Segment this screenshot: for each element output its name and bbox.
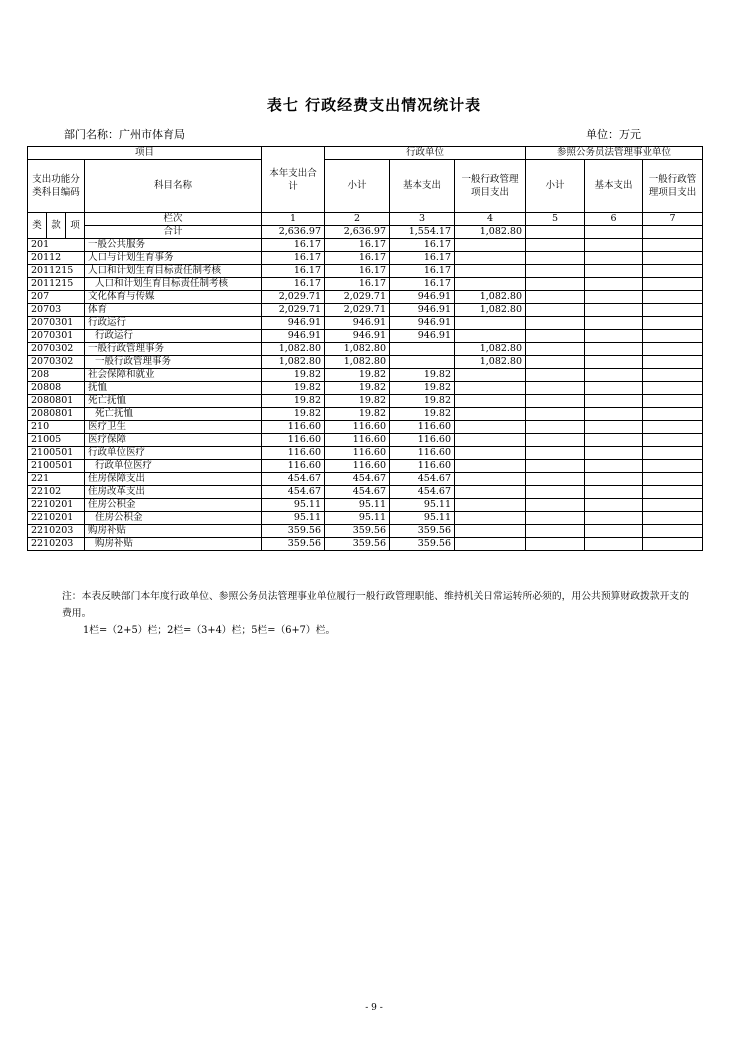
- row-value: [585, 304, 643, 317]
- row-value: [643, 499, 703, 512]
- table-row: [28, 486, 703, 499]
- row-value: 116.60: [325, 434, 390, 447]
- table-row: [28, 369, 703, 382]
- table-row: [28, 356, 703, 369]
- expense-table: [27, 146, 703, 551]
- row-value: 19.82: [325, 382, 390, 395]
- row-value: 1,082.80: [455, 304, 526, 317]
- row-value: [455, 447, 526, 460]
- row-value: [526, 499, 585, 512]
- table-row: [28, 460, 703, 473]
- col-num: 5: [526, 213, 585, 226]
- row-value: 95.11: [262, 499, 325, 512]
- sum-row: [28, 226, 703, 239]
- header-item: 项目: [28, 147, 262, 160]
- row-value: 1,082.80: [455, 343, 526, 356]
- header-subject-name: 科目名称: [85, 160, 262, 213]
- row-value: 16.17: [262, 239, 325, 252]
- sum-value: 1,554.17: [390, 226, 455, 239]
- row-value: [585, 369, 643, 382]
- row-subject-name: 一般公共服务: [85, 239, 262, 252]
- row-subject-name: 抚恤: [85, 382, 262, 395]
- row-value: 16.17: [325, 252, 390, 265]
- row-value: [585, 252, 643, 265]
- row-value: 946.91: [262, 317, 325, 330]
- row-value: [643, 512, 703, 525]
- row-value: 16.17: [390, 252, 455, 265]
- table-row: [28, 395, 703, 408]
- row-value: 19.82: [262, 408, 325, 421]
- row-subject-name: 医疗卫生: [85, 421, 262, 434]
- row-value: [585, 434, 643, 447]
- header-subtotal-2: 小计: [526, 160, 585, 213]
- row-value: 95.11: [390, 512, 455, 525]
- table-row: [28, 421, 703, 434]
- row-value: 19.82: [390, 369, 455, 382]
- row-value: 946.91: [390, 317, 455, 330]
- footnote-line-1: 注：本表反映部门本年度行政单位、参照公务员法管理事业单位履行一般行政管理职能、维持机关日常运转所必须的，用公共预算财政拨款开支的费用。: [62, 591, 689, 619]
- sum-value: 2,636.97: [325, 226, 390, 239]
- row-value: 454.67: [390, 473, 455, 486]
- row-subject-name: 行政运行: [85, 317, 262, 330]
- row-subject-name: 住房公积金: [85, 499, 262, 512]
- row-value: [585, 486, 643, 499]
- row-value: 116.60: [325, 447, 390, 460]
- row-value: 95.11: [325, 512, 390, 525]
- row-value: [455, 525, 526, 538]
- row-code: 2210203: [28, 538, 85, 551]
- row-value: 454.67: [325, 473, 390, 486]
- row-subject-name: 住房改革支出: [85, 486, 262, 499]
- row-value: [455, 265, 526, 278]
- row-value: [390, 356, 455, 369]
- row-code: 2210201: [28, 499, 85, 512]
- row-value: [643, 486, 703, 499]
- row-code: 201: [28, 239, 85, 252]
- row-value: [643, 434, 703, 447]
- row-value: [455, 278, 526, 291]
- row-subject-name: 社会保障和就业: [85, 369, 262, 382]
- row-value: 2,029.71: [325, 291, 390, 304]
- row-value: [526, 486, 585, 499]
- row-code: 2011215: [28, 278, 85, 291]
- row-code: 2100501: [28, 460, 85, 473]
- col-num: 7: [643, 213, 703, 226]
- row-value: 16.17: [325, 239, 390, 252]
- row-value: [585, 408, 643, 421]
- row-code: 2100501: [28, 447, 85, 460]
- row-value: [526, 382, 585, 395]
- row-code: 20808: [28, 382, 85, 395]
- row-code: 210: [28, 421, 85, 434]
- header-total-year: 本年支出合计: [262, 147, 325, 213]
- row-value: [455, 252, 526, 265]
- row-value: [455, 499, 526, 512]
- document-title: 表七 行政经费支出情况统计表: [266, 96, 482, 114]
- row-code: 2210203: [28, 525, 85, 538]
- row-subject-name: 行政单位医疗: [85, 460, 262, 473]
- row-value: 2,029.71: [262, 304, 325, 317]
- row-value: 1,082.80: [455, 291, 526, 304]
- sum-value: 1,082.80: [455, 226, 526, 239]
- row-value: 19.82: [262, 369, 325, 382]
- table-row: [28, 525, 703, 538]
- row-value: [585, 447, 643, 460]
- row-value: [526, 356, 585, 369]
- row-value: 1,082.80: [325, 343, 390, 356]
- row-value: [585, 291, 643, 304]
- row-subject-name: 住房保障支出: [85, 473, 262, 486]
- row-value: [643, 473, 703, 486]
- row-subject-name: 一般行政管理事务: [85, 356, 262, 369]
- row-value: 116.60: [390, 434, 455, 447]
- row-value: [643, 317, 703, 330]
- row-value: [643, 356, 703, 369]
- row-value: 19.82: [390, 408, 455, 421]
- footnote: [62, 588, 692, 639]
- row-value: [643, 330, 703, 343]
- row-value: 2,029.71: [262, 291, 325, 304]
- row-value: [643, 408, 703, 421]
- row-value: [585, 317, 643, 330]
- row-value: 359.56: [390, 525, 455, 538]
- row-code: 2070302: [28, 356, 85, 369]
- department-label: 部门名称：广州市体育局: [64, 128, 185, 141]
- footnote-line-2: 1栏=（2+5）栏；2栏=（3+4）栏；5栏=（6+7）栏。: [83, 625, 336, 636]
- row-value: [643, 538, 703, 551]
- row-value: [455, 330, 526, 343]
- row-subject-name: 一般行政管理事务: [85, 343, 262, 356]
- row-value: 16.17: [390, 239, 455, 252]
- sum-label: 合计: [85, 226, 262, 239]
- row-value: 359.56: [262, 525, 325, 538]
- column-index-row: [28, 213, 703, 226]
- row-value: [526, 408, 585, 421]
- row-value: 1,082.80: [325, 356, 390, 369]
- row-value: 95.11: [390, 499, 455, 512]
- row-value: [526, 265, 585, 278]
- col-num: 3: [390, 213, 455, 226]
- row-value: [526, 291, 585, 304]
- row-value: 359.56: [325, 525, 390, 538]
- row-value: [526, 304, 585, 317]
- row-value: 19.82: [390, 382, 455, 395]
- header-basic: 基本支出: [390, 160, 455, 213]
- row-value: [585, 538, 643, 551]
- row-value: 2,029.71: [325, 304, 390, 317]
- row-value: 359.56: [262, 538, 325, 551]
- sum-value: [526, 226, 585, 239]
- row-value: [585, 356, 643, 369]
- row-value: [585, 421, 643, 434]
- row-value: 116.60: [390, 460, 455, 473]
- header-general-admin-2: 一般行政管理项目支出: [643, 160, 703, 213]
- row-value: [455, 369, 526, 382]
- row-value: [455, 382, 526, 395]
- row-value: [526, 252, 585, 265]
- row-value: [643, 382, 703, 395]
- table-row: [28, 408, 703, 421]
- header-general-admin: 一般行政管理项目支出: [455, 160, 526, 213]
- row-value: [643, 447, 703, 460]
- row-value: 946.91: [325, 317, 390, 330]
- row-subject-name: 购房补贴: [85, 538, 262, 551]
- row-value: 359.56: [325, 538, 390, 551]
- row-value: 19.82: [325, 408, 390, 421]
- row-value: [526, 369, 585, 382]
- row-value: 116.60: [262, 434, 325, 447]
- row-value: 19.82: [325, 395, 390, 408]
- row-value: [643, 304, 703, 317]
- header-lei: 类: [28, 213, 47, 239]
- header-basic-2: 基本支出: [585, 160, 643, 213]
- row-value: [526, 343, 585, 356]
- table-row: [28, 447, 703, 460]
- sum-value: [643, 226, 703, 239]
- row-subject-name: 文化体育与传媒: [85, 291, 262, 304]
- table-row: [28, 317, 703, 330]
- unit-label: 单位：万元: [586, 128, 641, 141]
- row-value: [455, 421, 526, 434]
- row-value: [455, 512, 526, 525]
- row-code: 2011215: [28, 265, 85, 278]
- row-value: 116.60: [390, 421, 455, 434]
- row-code: 2080801: [28, 408, 85, 421]
- row-value: [585, 278, 643, 291]
- row-code: 221: [28, 473, 85, 486]
- row-value: 454.67: [262, 486, 325, 499]
- table-row: [28, 434, 703, 447]
- row-value: [643, 239, 703, 252]
- row-value: [526, 278, 585, 291]
- row-value: [643, 395, 703, 408]
- header-xiang: 项: [66, 213, 85, 239]
- row-code: 20703: [28, 304, 85, 317]
- table-row: [28, 291, 703, 304]
- row-value: [455, 408, 526, 421]
- row-subject-name: 行政单位医疗: [85, 447, 262, 460]
- header-kuan: 款: [47, 213, 66, 239]
- row-value: 19.82: [262, 382, 325, 395]
- table-row: [28, 330, 703, 343]
- row-value: 454.67: [262, 473, 325, 486]
- row-value: [585, 473, 643, 486]
- table-row: [28, 239, 703, 252]
- table-row: [28, 538, 703, 551]
- table-row: [28, 343, 703, 356]
- row-code: 20112: [28, 252, 85, 265]
- row-value: 16.17: [325, 278, 390, 291]
- row-value: [526, 330, 585, 343]
- row-value: [643, 460, 703, 473]
- row-value: 946.91: [390, 330, 455, 343]
- row-value: [455, 460, 526, 473]
- row-value: [585, 330, 643, 343]
- row-value: 116.60: [262, 460, 325, 473]
- row-subject-name: 医疗保障: [85, 434, 262, 447]
- row-subject-name: 住房公积金: [85, 512, 262, 525]
- row-value: 95.11: [262, 512, 325, 525]
- row-value: [643, 278, 703, 291]
- row-value: [585, 525, 643, 538]
- row-value: [526, 317, 585, 330]
- col-num: 4: [455, 213, 526, 226]
- row-value: 1,082.80: [455, 356, 526, 369]
- table-row: [28, 473, 703, 486]
- table-row: [28, 265, 703, 278]
- row-code: 207: [28, 291, 85, 304]
- header-admin-unit: 行政单位: [325, 147, 526, 160]
- row-value: 16.17: [325, 265, 390, 278]
- row-code: 208: [28, 369, 85, 382]
- row-subject-name: 死亡抚恤: [85, 408, 262, 421]
- row-value: [390, 343, 455, 356]
- row-value: [526, 460, 585, 473]
- row-value: [585, 512, 643, 525]
- row-value: 1,082.80: [262, 356, 325, 369]
- row-value: [585, 382, 643, 395]
- row-value: 19.82: [390, 395, 455, 408]
- row-value: 116.60: [262, 421, 325, 434]
- row-value: 454.67: [325, 486, 390, 499]
- row-value: 16.17: [262, 265, 325, 278]
- row-value: [526, 421, 585, 434]
- row-value: [526, 434, 585, 447]
- row-value: 116.60: [325, 460, 390, 473]
- row-value: [585, 343, 643, 356]
- row-value: 16.17: [390, 265, 455, 278]
- row-value: [643, 252, 703, 265]
- header-code: 支出功能分类科目编码: [28, 160, 85, 213]
- col-num: 1: [262, 213, 325, 226]
- row-value: [455, 317, 526, 330]
- row-subject-name: 体育: [85, 304, 262, 317]
- row-subject-name: 人口与计划生育事务: [85, 252, 262, 265]
- row-value: [455, 473, 526, 486]
- row-value: [455, 538, 526, 551]
- row-value: 946.91: [325, 330, 390, 343]
- row-value: 16.17: [390, 278, 455, 291]
- row-value: 16.17: [262, 278, 325, 291]
- row-value: 116.60: [325, 421, 390, 434]
- row-subject-name: 死亡抚恤: [85, 395, 262, 408]
- row-value: [643, 369, 703, 382]
- table-row: [28, 278, 703, 291]
- header-ref-unit: 参照公务员法管理事业单位: [526, 147, 703, 160]
- row-value: 95.11: [325, 499, 390, 512]
- row-value: 946.91: [262, 330, 325, 343]
- table-row: [28, 512, 703, 525]
- row-code: 22102: [28, 486, 85, 499]
- row-value: [585, 395, 643, 408]
- row-value: [526, 447, 585, 460]
- row-code: 21005: [28, 434, 85, 447]
- sum-value: [585, 226, 643, 239]
- row-value: 946.91: [390, 304, 455, 317]
- row-subject-name: 人口和计划生育目标责任制考核: [85, 278, 262, 291]
- table-row: [28, 499, 703, 512]
- row-subject-name: 购房补贴: [85, 525, 262, 538]
- row-value: [643, 291, 703, 304]
- row-value: 19.82: [262, 395, 325, 408]
- column-index-label: 栏次: [85, 213, 262, 226]
- row-subject-name: 行政运行: [85, 330, 262, 343]
- row-value: [455, 239, 526, 252]
- row-value: 116.60: [390, 447, 455, 460]
- row-value: 19.82: [325, 369, 390, 382]
- row-value: 1,082.80: [262, 343, 325, 356]
- header-subtotal: 小计: [325, 160, 390, 213]
- row-value: [526, 525, 585, 538]
- header-row-2: [28, 160, 703, 213]
- row-value: [455, 395, 526, 408]
- row-value: [643, 343, 703, 356]
- row-value: [526, 473, 585, 486]
- row-code: 2210201: [28, 512, 85, 525]
- row-value: [455, 434, 526, 447]
- row-value: [643, 265, 703, 278]
- row-code: 2070302: [28, 343, 85, 356]
- row-value: [455, 486, 526, 499]
- row-value: [585, 239, 643, 252]
- row-value: 946.91: [390, 291, 455, 304]
- row-value: 359.56: [390, 538, 455, 551]
- row-code: 2070301: [28, 317, 85, 330]
- row-code: 2080801: [28, 395, 85, 408]
- row-value: [643, 525, 703, 538]
- row-value: [526, 538, 585, 551]
- header-row-1: [28, 147, 703, 160]
- table-row: [28, 382, 703, 395]
- col-num: 6: [585, 213, 643, 226]
- row-code: 2070301: [28, 330, 85, 343]
- table-row: [28, 252, 703, 265]
- row-value: 16.17: [262, 252, 325, 265]
- row-subject-name: 人口和计划生育目标责任制考核: [85, 265, 262, 278]
- row-value: [585, 499, 643, 512]
- sum-value: 2,636.97: [262, 226, 325, 239]
- row-value: 116.60: [262, 447, 325, 460]
- page-number: - 9 -: [365, 1003, 383, 1013]
- col-num: 2: [325, 213, 390, 226]
- table-row: [28, 304, 703, 317]
- row-value: [526, 395, 585, 408]
- row-value: [643, 421, 703, 434]
- row-value: [585, 460, 643, 473]
- row-value: 454.67: [390, 486, 455, 499]
- row-value: [526, 512, 585, 525]
- row-value: [585, 265, 643, 278]
- row-value: [526, 239, 585, 252]
